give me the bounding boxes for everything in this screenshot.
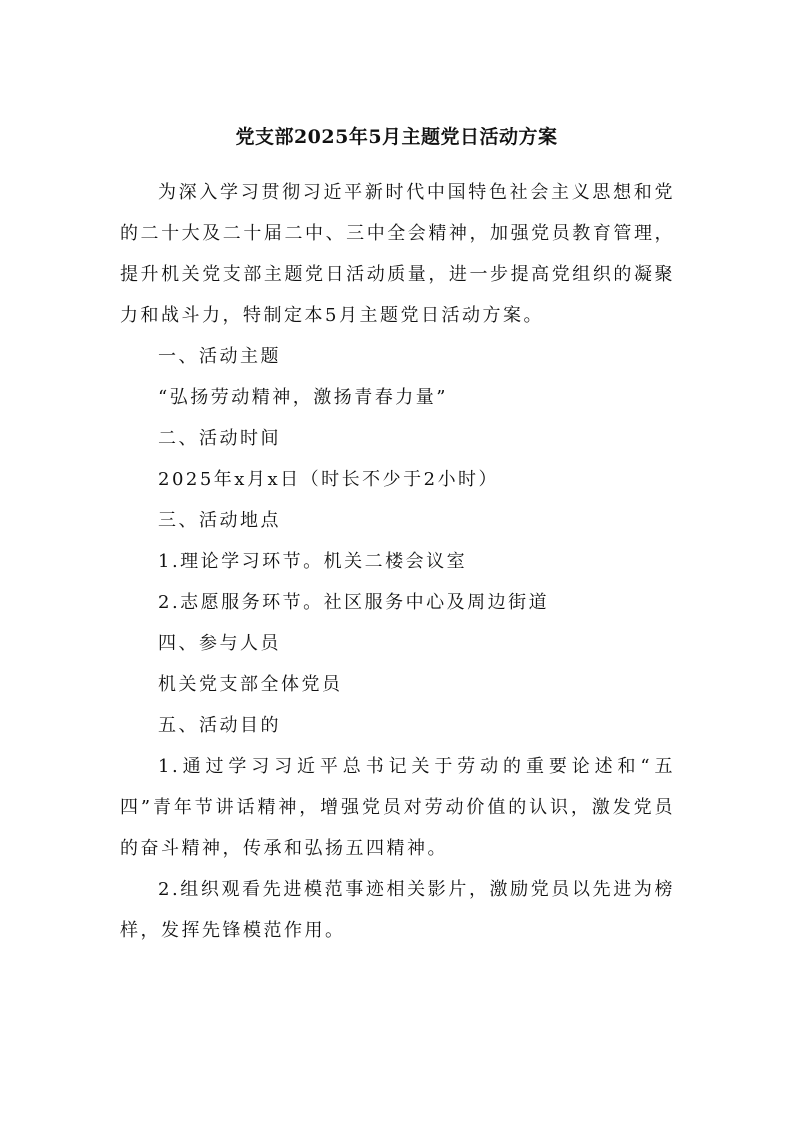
section-heading-theme: 一、活动主题 xyxy=(158,346,281,367)
section-heading-people: 四、参与人员 xyxy=(158,633,281,654)
purpose-item-1: 1.通过学习习近平总书记关于劳动的重要论述和“五四”青年节讲话精神，增强党员对劳动价值的认识，激发党员的奋斗精神，传承和弘扬五四精神。 xyxy=(120,756,675,859)
theme-text: “弘扬劳动精神，激扬青春力量” xyxy=(158,387,448,408)
place-item-2: 2.志愿服务环节。社区服务中心及周边街道 xyxy=(158,592,550,613)
place-item-1: 1.理论学习环节。机关二楼会议室 xyxy=(158,551,468,572)
time-text: 2025年x月x日（时长不少于2小时） xyxy=(158,469,500,490)
purpose-item-2: 2.组织观看先进模范事迹相关影片，激励党员以先进为榜样，发挥先锋模范作用。 xyxy=(120,879,675,941)
document-body xyxy=(120,172,675,951)
people-text: 机关党支部全体党员 xyxy=(158,674,343,695)
intro-paragraph: 为深入学习贯彻习近平新时代中国特色社会主义思想和党的二十大及二十届二中、三中全会精神，加强党员教育管理，提升机关党支部主题党日活动质量，进一步提高党组织的凝聚力和战斗力，特制定本5月主题党日活动方案。 xyxy=(120,182,675,326)
section-heading-purpose: 五、活动目的 xyxy=(158,715,281,736)
document-title: 党支部2025年5月主题党日活动方案 xyxy=(235,126,558,148)
section-heading-time: 二、活动时间 xyxy=(158,428,281,449)
section-heading-place: 三、活动地点 xyxy=(158,510,281,531)
